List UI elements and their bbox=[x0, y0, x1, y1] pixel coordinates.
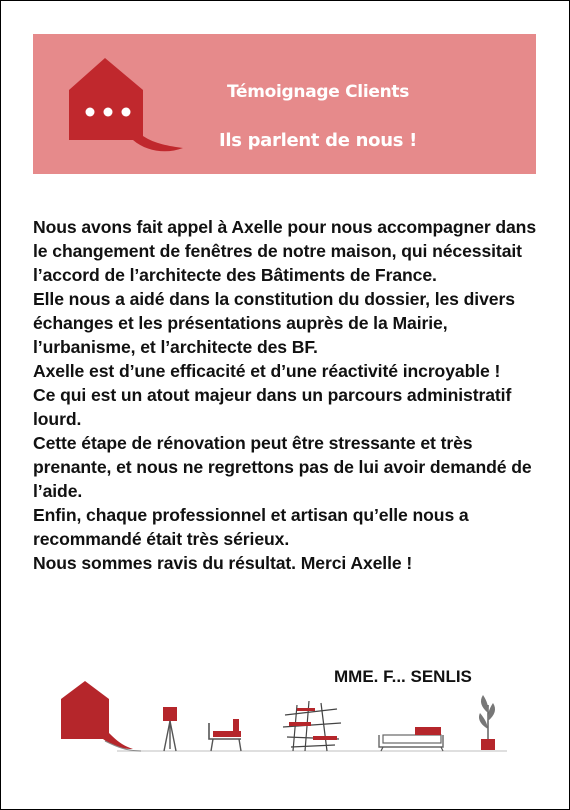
testimonial-paragraph: Axelle est d’une efficacité et d’une réactivité incroyable ! bbox=[33, 361, 501, 381]
sofa-icon bbox=[379, 727, 443, 751]
furniture-illustration bbox=[57, 677, 517, 757]
testimonial-paragraph: Nous sommes ravis du résultat. Merci Axelle ! bbox=[33, 553, 413, 573]
header-banner bbox=[33, 34, 536, 174]
floor-lamp-icon bbox=[163, 707, 177, 751]
shelf-icon bbox=[283, 701, 341, 751]
testimonial-paragraph: Enfin, chaque professionnel et artisan qu’elle nous a recommandé était très sérieux. bbox=[33, 505, 469, 549]
signature: MME. F... SENLIS bbox=[334, 667, 472, 686]
banner-title: Témoignage Clients bbox=[226, 82, 410, 102]
testimonial-paragraph: Elle nous a aidé dans la constitution du dossier, les divers échanges et les présentations auprès de la Mairie, l’urbanisme, et l’architecte des BF. bbox=[33, 289, 515, 357]
banner-subtitle: Ils parlent de nous ! bbox=[218, 130, 418, 151]
testimonial-text bbox=[33, 215, 538, 575]
potted-plant-icon bbox=[479, 695, 495, 750]
chair-icon bbox=[209, 719, 241, 751]
testimonial-paragraph: Ce qui est un atout majeur dans un parcours administratif lourd. bbox=[33, 385, 512, 429]
speech-house-icon bbox=[59, 48, 187, 158]
testimonial-paragraph: Cette étape de rénovation peut être stressante et très prenante, et nous ne regrettons pas de lui avoir demandé de l’aide. bbox=[33, 433, 532, 501]
house-logo-icon bbox=[61, 681, 141, 751]
testimonial-paragraph: Nous avons fait appel à Axelle pour nous accompagner dans le changement de fenêtres de notre maison, qui nécessitait l’accord de l’architecte des Bâtiments de France. bbox=[33, 217, 537, 285]
